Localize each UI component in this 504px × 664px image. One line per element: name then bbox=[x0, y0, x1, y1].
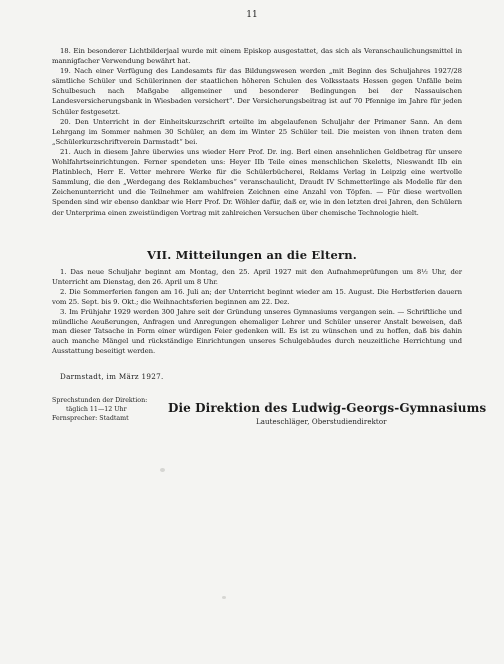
section-heading: VII. Mitteilungen an die Eltern. bbox=[146, 248, 358, 262]
body-text bbox=[52, 46, 462, 218]
ink-smudge bbox=[222, 596, 226, 599]
notice-1: 1. Das neue Schuljahr beginnt am Montag, den 25. April 1927 mit den Aufnahmeprüfungen um 8½ Uhr, der Unterricht am Dienstag, den 26. April um 8 Uhr. bbox=[52, 268, 462, 286]
notices bbox=[52, 268, 462, 357]
office-hours-label: Sprechstunden der Direktion: bbox=[52, 397, 148, 404]
contact-info bbox=[52, 396, 182, 424]
notice-3: 3. Im Frühjahr 1929 werden 300 Jahre seit der Gründung unseres Gymnasiums vergangen sein. — Schriftliche und mündliche Aeußerungen, Anfragen und Anregungen ehemaliger Lehrer und Schüler unserer Anstalt beweisen, daß man dieser Tatsache in Form einer würdigen Feier gedenken will. Es ist zu wünschen und zu hoffen, daß bis dahin auch manche Mängel und rückständige Einrichtungen unseres Schulgebäudes durch neuzeitliche Herrichtung und Ausstattung beseitigt werden. bbox=[52, 307, 462, 356]
page-number: 11 bbox=[246, 10, 258, 20]
signatory: Lauteschläger, Oberstudiendirektor bbox=[256, 418, 387, 426]
place-date: Darmstadt, im März 1927. bbox=[60, 372, 164, 381]
ink-smudge bbox=[160, 468, 165, 472]
signature-institution: Die Direktion des Ludwig-Georgs-Gymnasiums bbox=[168, 401, 487, 415]
phone-line: Fernsprecher: Stadtamt bbox=[52, 415, 129, 423]
paragraph-18: 18. Ein besonderer Lichtbilderjaal wurde mit einem Episkop ausgestattet, das sich als Veranschaulichungsmittel in mannigfacher Verwendung bewährt hat. bbox=[52, 47, 462, 66]
notice-2: 2. Die Sommerferien fangen am 16. Juli an; der Unterricht beginnt wieder am 15. August. Die Herbstferien dauern vom 25. Sept. bis 9. Okt.; die Weihnachtsferien beginnen am 22. Dez. bbox=[52, 287, 462, 306]
paragraph-21: 21. Auch in diesem Jahre überwies uns wieder Herr Prof. Dr. ing. Berl einen ansehnlichen Geldbetrag für unsere Wohlfahrtseinrichtungen. Ferner spendeten uns: Heyer IIb Teile eines menschlichen Skeletts, Nieswandt IIb ein Platinblech, Herr E. Vetter mehrere Werke für die Schülerbücherei, Reklams Verlag in Leipzig eine wertvolle Sammlung, die den „Werdegang des Reklambuches“ veranschaulicht, Draudt IV Schmetterlinge als Modelle für den Zeichenunterricht und die Teilnehmer am wahlfreien Zeichnen eine Anzahl von Töpfen. — Für diese wertvollen Spenden sind wir ebenso dankbar wie Herr Prof. Dr. Wöhler dafür, daß er, wie in den letzten drei Jahren, den Schülern der Unterprima einen zweistündigen Vortrag mit zahlreichen Versuchen über chemische Technologie hielt. bbox=[52, 147, 462, 217]
office-hours-value: täglich 11—12 Uhr bbox=[66, 406, 127, 414]
paragraph-19: 19. Nach einer Verfügung des Landesamts für das Bildungswesen werden „mit Beginn des Schuljahres 1927/28 sämtliche Schüler und Schülerinnen der staatlichen höheren Schulen des Volksstaats Hessen gegen Unfälle beim Schulbesuch nach Maßgabe allgemeiner und besonderer Bedingungen bei der Nassauischen Landesversicherungsbank in Wiesbaden versichert“. Der Versicherungsbeitrag ist auf 70 Pfennige im Jahre für jeden Schüler festgesetzt. bbox=[52, 67, 462, 116]
paragraph-20: 20. Den Unterricht in der Einheitskurzschrift erteilte im abgelaufenen Schuljahr der Primaner Sann. An dem Lehrgang im Sommer nahmen 30 Schüler, an dem im Winter 25 Schüler teil. Die meisten von ihnen traten dem „Schülerkurzschriftverein Darmstadt“ bei. bbox=[52, 117, 462, 146]
